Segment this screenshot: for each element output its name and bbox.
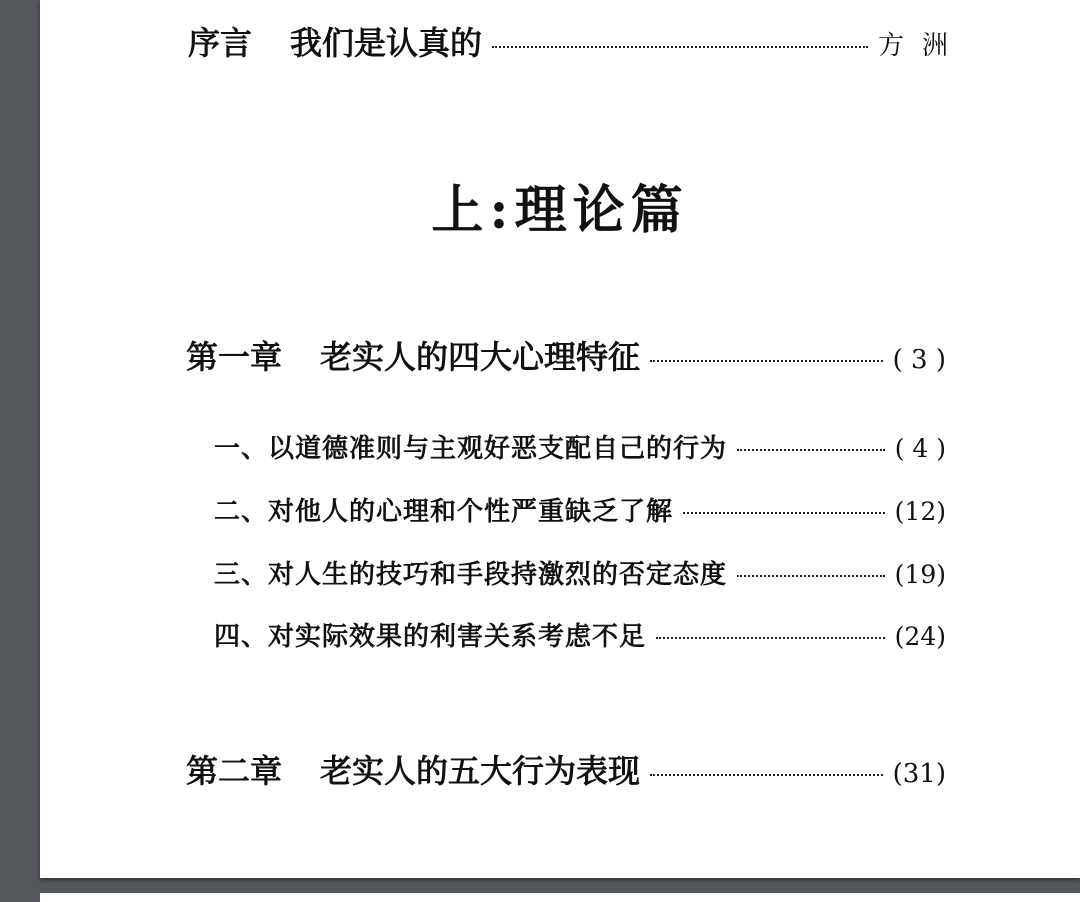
dot-leader (656, 637, 885, 639)
dot-leader (737, 575, 885, 577)
dot-leader (650, 360, 883, 362)
section-entry-page: ( 4 ) (894, 434, 946, 463)
chapter-title: 老实人的四大心理特征 (320, 338, 641, 376)
section-entry-page: (12) (894, 497, 946, 526)
section-entry-title: 一、以道德准则与主观好恶支配自己的行为 (214, 434, 728, 464)
toc-entry-section-1-1[interactable] (214, 428, 946, 465)
chapter-page-number: (31) (892, 759, 946, 789)
section-entry-title: 四、对实际效果的利害关系考虑不足 (214, 622, 647, 652)
toc-entry-section-1-2[interactable] (214, 491, 946, 528)
toc-entry-preface[interactable] (188, 18, 966, 64)
toc-entry-section-1-4[interactable] (214, 616, 946, 653)
document-page (40, 0, 1080, 878)
preface-label: 序言 (188, 24, 253, 62)
section-entry-page: (24) (894, 622, 946, 651)
preface-title: 我们是认真的 (290, 24, 483, 62)
section-entry-title: 二、对他人的心理和个性严重缺乏了解 (214, 497, 674, 527)
section-title: 上:理论篇 (431, 180, 689, 241)
section-entry-title: 三、对人生的技巧和手段持激烈的否定态度 (214, 560, 728, 590)
dot-leader (650, 774, 883, 776)
toc-entry-section-1-3[interactable] (214, 554, 946, 591)
toc-entry-chapter-2[interactable] (186, 746, 946, 792)
toc-entry-chapter-1[interactable] (186, 332, 946, 378)
dot-leader (492, 46, 868, 48)
chapter-label: 第一章 (186, 338, 283, 376)
dot-leader (683, 512, 885, 514)
chapter-page-number: ( 3 ) (892, 345, 946, 375)
dot-leader (737, 449, 885, 451)
chapter-label: 第二章 (186, 752, 283, 790)
preface-author: 方洲 (877, 31, 966, 61)
next-page-edge (40, 893, 1080, 902)
chapter-title: 老实人的五大行为表现 (320, 752, 641, 790)
section-entry-page: (19) (894, 560, 946, 589)
